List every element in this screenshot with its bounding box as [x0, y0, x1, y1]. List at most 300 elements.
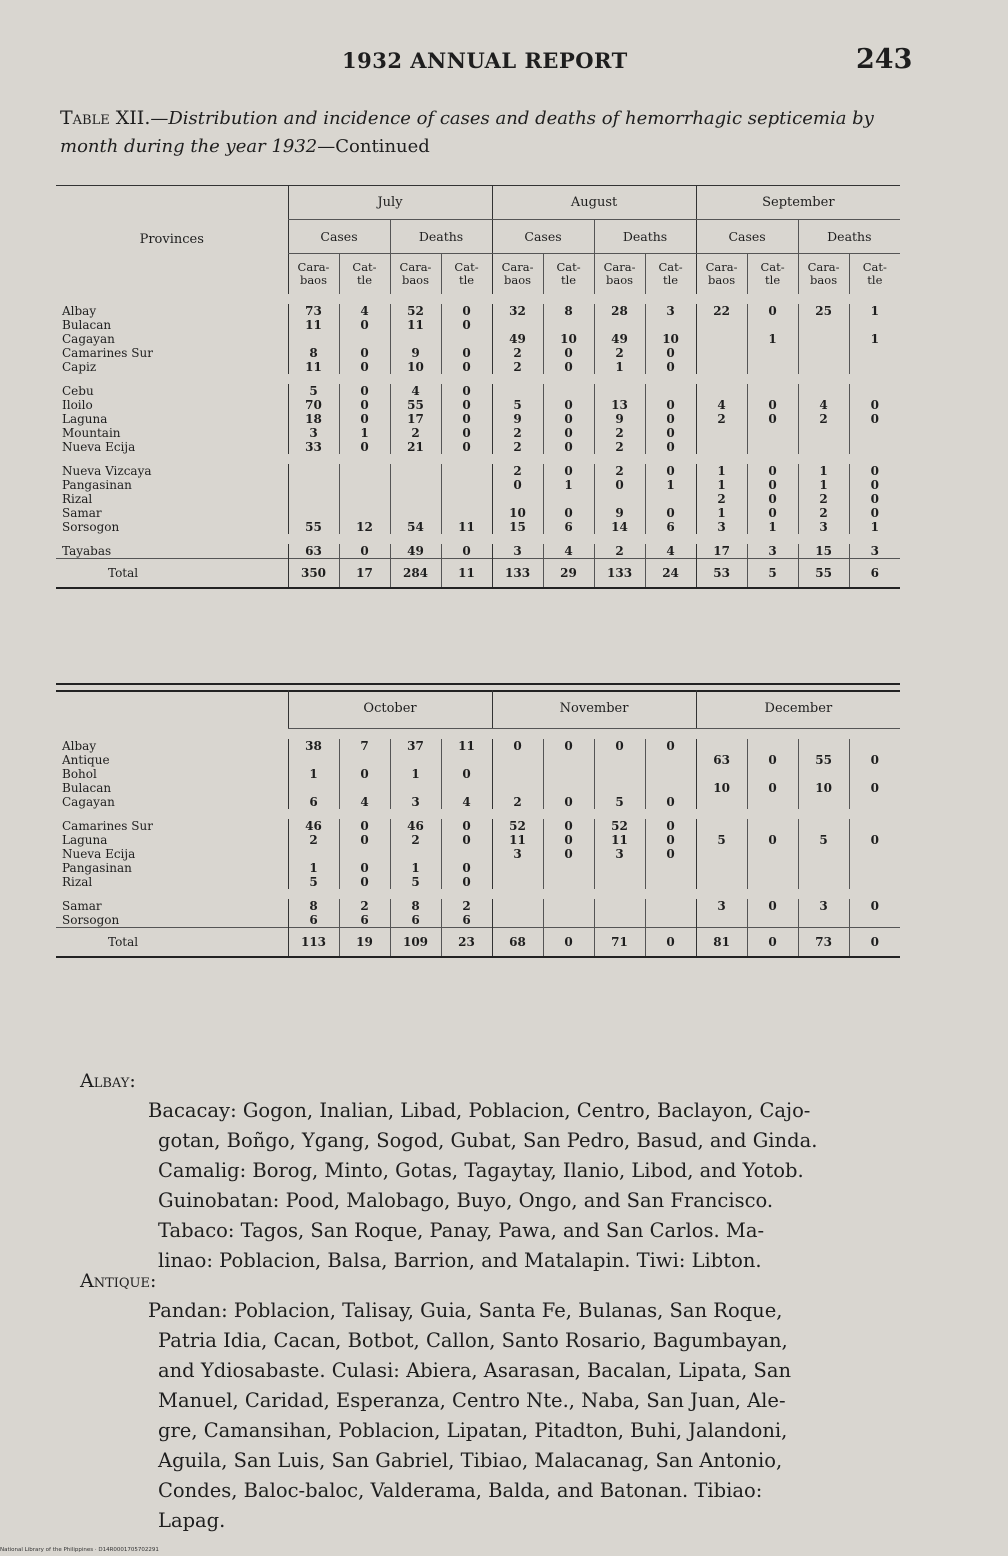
value-cell: 52: [594, 819, 645, 833]
albay-line: Bacacay: Gogon, Inalian, Libad, Poblacion, Centro, Baclayon, Cajo-: [148, 1099, 811, 1122]
value-cell: 0: [747, 478, 798, 492]
value-cell: 10: [798, 781, 849, 795]
value-cell: 11: [441, 520, 492, 534]
province-name: Pangasinan: [62, 860, 132, 875]
value-cell: 12: [339, 520, 390, 534]
value-cell: 0: [543, 739, 594, 753]
value-cell: 3: [696, 520, 747, 534]
value-cell: 1: [288, 861, 339, 875]
value-cell: 14: [594, 520, 645, 534]
value-cell: [696, 332, 747, 346]
animal-kind-header: Cara- baos: [288, 254, 339, 294]
value-cell: [849, 318, 900, 332]
value-cell: 73: [288, 304, 339, 318]
animal-kind-header: Cara- baos: [594, 254, 645, 294]
table-row: [56, 520, 900, 534]
value-cell: 0: [339, 398, 390, 412]
value-cell: 21: [390, 440, 441, 454]
total-row: [56, 558, 900, 588]
group-header: Cases: [492, 220, 594, 254]
total-value: 23: [441, 927, 492, 957]
province-name: Rizal: [62, 491, 93, 506]
value-cell: 0: [543, 412, 594, 426]
value-cell: [645, 899, 696, 913]
table-row: [56, 506, 900, 520]
table-row: [56, 833, 900, 847]
value-cell: [747, 384, 798, 398]
value-cell: 0: [645, 833, 696, 847]
value-cell: 6: [339, 913, 390, 928]
table-title: —Distribution and incidence of cases and deaths of hemorrhagic septicemia by month during the year 1932: [60, 108, 874, 157]
value-cell: 0: [339, 833, 390, 847]
total-value: 0: [747, 927, 798, 957]
value-cell: 4: [339, 795, 390, 809]
value-cell: 10: [492, 506, 543, 520]
value-cell: [594, 913, 645, 928]
value-cell: 0: [849, 492, 900, 506]
total-value: 133: [492, 558, 543, 588]
value-cell: [492, 781, 543, 795]
total-value: 24: [645, 558, 696, 588]
value-cell: [594, 492, 645, 506]
value-cell: 0: [441, 304, 492, 318]
value-cell: 2: [492, 346, 543, 360]
value-cell: [645, 753, 696, 767]
value-cell: [594, 861, 645, 875]
value-cell: 0: [543, 426, 594, 440]
value-cell: 17: [390, 412, 441, 426]
value-cell: 7: [339, 739, 390, 753]
value-cell: [849, 360, 900, 374]
value-cell: [441, 464, 492, 478]
province-name: Pangasinan: [62, 477, 132, 492]
value-cell: 0: [543, 440, 594, 454]
total-row: [56, 927, 900, 957]
animal-kind-header: Cat- tle: [543, 254, 594, 294]
value-cell: 0: [849, 899, 900, 913]
value-cell: [696, 913, 747, 928]
value-cell: 0: [441, 767, 492, 781]
value-cell: [492, 861, 543, 875]
value-cell: [390, 753, 441, 767]
value-cell: 0: [594, 478, 645, 492]
value-cell: 49: [492, 332, 543, 346]
antique-line: Lapag.: [158, 1509, 226, 1532]
animal-kind-header: Cat- tle: [747, 254, 798, 294]
value-cell: 1: [849, 332, 900, 346]
value-cell: [288, 753, 339, 767]
province-name: Samar: [62, 898, 102, 913]
value-cell: [747, 360, 798, 374]
value-cell: 5: [798, 833, 849, 847]
value-cell: [339, 478, 390, 492]
total-value: 5: [747, 558, 798, 588]
value-cell: 2: [594, 464, 645, 478]
value-cell: [594, 318, 645, 332]
month-header: December: [696, 690, 900, 728]
value-cell: 2: [594, 544, 645, 559]
animal-kind-header: Cat- tle: [849, 254, 900, 294]
value-cell: [798, 739, 849, 753]
province-name: Tayabas: [62, 543, 112, 558]
value-cell: 0: [747, 753, 798, 767]
value-cell: [492, 875, 543, 889]
value-cell: 0: [441, 875, 492, 889]
value-cell: 2: [288, 833, 339, 847]
value-cell: 9: [594, 506, 645, 520]
province-name: Albay: [62, 738, 97, 753]
albay-line: linao: Poblacion, Balsa, Barrion, and Matalapin. Tiwi: Libton.: [158, 1249, 762, 1272]
value-cell: 0: [339, 875, 390, 889]
value-cell: [543, 913, 594, 928]
value-cell: 0: [339, 318, 390, 332]
antique-line: gre, Camansihan, Poblacion, Lipatan, Pitadton, Buhi, Jalandoni,: [158, 1419, 788, 1442]
value-cell: 9: [594, 412, 645, 426]
value-cell: 0: [543, 833, 594, 847]
antique-line: Aguila, San Luis, San Gabriel, Tibiao, Malacanag, San Antonio,: [158, 1449, 783, 1472]
value-cell: 3: [798, 899, 849, 913]
month-header: September: [696, 186, 900, 220]
province-name: Rizal: [62, 874, 93, 889]
total-value: 81: [696, 927, 747, 957]
table-row: [56, 795, 900, 809]
value-cell: 15: [798, 544, 849, 559]
total-value: 73: [798, 927, 849, 957]
value-cell: [492, 318, 543, 332]
value-cell: 0: [849, 412, 900, 426]
value-cell: [339, 492, 390, 506]
value-cell: 4: [441, 795, 492, 809]
value-cell: [696, 767, 747, 781]
value-cell: [696, 847, 747, 861]
provinces-header: Provinces: [56, 186, 288, 294]
province-name: Sorsogon: [62, 519, 120, 534]
month-header: October: [288, 690, 492, 728]
value-cell: [339, 464, 390, 478]
value-cell: 0: [645, 847, 696, 861]
value-cell: 0: [849, 833, 900, 847]
value-cell: 10: [696, 781, 747, 795]
value-cell: [441, 781, 492, 795]
value-cell: [747, 318, 798, 332]
value-cell: 1: [339, 426, 390, 440]
value-cell: [288, 506, 339, 520]
value-cell: [747, 819, 798, 833]
table-july-september: [56, 185, 900, 589]
value-cell: 55: [798, 753, 849, 767]
value-cell: 3: [747, 544, 798, 559]
value-cell: 0: [543, 795, 594, 809]
total-value: 350: [288, 558, 339, 588]
value-cell: 2: [798, 492, 849, 506]
value-cell: 0: [645, 440, 696, 454]
value-cell: [798, 384, 849, 398]
value-cell: 0: [849, 506, 900, 520]
value-cell: 0: [747, 412, 798, 426]
table-row: [56, 440, 900, 454]
table-row: [56, 767, 900, 781]
table-row: [56, 398, 900, 412]
value-cell: 0: [339, 412, 390, 426]
value-cell: 6: [288, 795, 339, 809]
value-cell: 1: [696, 506, 747, 520]
value-cell: 1: [696, 464, 747, 478]
value-cell: [594, 767, 645, 781]
value-cell: 0: [339, 819, 390, 833]
value-cell: 0: [747, 781, 798, 795]
value-cell: 4: [339, 304, 390, 318]
value-cell: [849, 739, 900, 753]
value-cell: 2: [798, 412, 849, 426]
value-cell: 11: [492, 833, 543, 847]
table-row: [56, 781, 900, 795]
province-name: Albay: [62, 303, 97, 318]
value-cell: [543, 861, 594, 875]
value-cell: [798, 847, 849, 861]
animal-kind-header: Cara- baos: [696, 254, 747, 294]
value-cell: 11: [288, 318, 339, 332]
antique-line: Patria Idia, Cacan, Botbot, Callon, Santo Rosario, Bagumbayan,: [158, 1329, 788, 1352]
value-cell: 1: [288, 767, 339, 781]
value-cell: 0: [849, 478, 900, 492]
value-cell: [849, 440, 900, 454]
value-cell: 6: [645, 520, 696, 534]
table-row: [56, 412, 900, 426]
value-cell: [849, 346, 900, 360]
value-cell: 0: [645, 426, 696, 440]
value-cell: 3: [849, 544, 900, 559]
value-cell: 1: [696, 478, 747, 492]
value-cell: 0: [441, 412, 492, 426]
value-cell: [696, 440, 747, 454]
value-cell: [798, 332, 849, 346]
value-cell: [696, 875, 747, 889]
table-october-december: [56, 690, 900, 958]
value-cell: [696, 426, 747, 440]
value-cell: 3: [645, 304, 696, 318]
value-cell: 32: [492, 304, 543, 318]
value-cell: 0: [543, 819, 594, 833]
value-cell: 0: [645, 795, 696, 809]
animal-kind-header: Cat- tle: [645, 254, 696, 294]
province-name: Laguna: [62, 411, 108, 426]
value-cell: 3: [798, 520, 849, 534]
total-value: 11: [441, 558, 492, 588]
value-cell: 2: [594, 426, 645, 440]
value-cell: 3: [696, 899, 747, 913]
value-cell: 3: [288, 426, 339, 440]
value-cell: [798, 346, 849, 360]
value-cell: 4: [798, 398, 849, 412]
group-header: Cases: [288, 220, 390, 254]
province-name: Samar: [62, 505, 102, 520]
value-cell: 11: [390, 318, 441, 332]
total-value: 0: [645, 927, 696, 957]
table-row: [56, 875, 900, 889]
value-cell: [798, 426, 849, 440]
group-header: Deaths: [594, 220, 696, 254]
value-cell: [849, 861, 900, 875]
value-cell: [543, 753, 594, 767]
value-cell: 63: [288, 544, 339, 559]
value-cell: [645, 492, 696, 506]
value-cell: 4: [645, 544, 696, 559]
value-cell: 0: [441, 318, 492, 332]
value-cell: [747, 767, 798, 781]
value-cell: 54: [390, 520, 441, 534]
value-cell: [849, 819, 900, 833]
value-cell: 3: [492, 847, 543, 861]
value-cell: [492, 913, 543, 928]
value-cell: [696, 795, 747, 809]
value-cell: 49: [390, 544, 441, 559]
value-cell: 0: [492, 478, 543, 492]
total-label: Total: [56, 558, 288, 588]
province-name: Bulacan: [62, 780, 112, 795]
running-head: [0, 44, 1008, 84]
value-cell: [747, 875, 798, 889]
value-cell: 0: [543, 464, 594, 478]
value-cell: 0: [747, 464, 798, 478]
value-cell: [390, 847, 441, 861]
value-cell: [492, 492, 543, 506]
value-cell: 8: [288, 899, 339, 913]
value-cell: [339, 332, 390, 346]
value-cell: 9: [390, 346, 441, 360]
value-cell: 6: [390, 913, 441, 928]
group-header: Deaths: [798, 220, 900, 254]
value-cell: 10: [543, 332, 594, 346]
value-cell: 0: [441, 426, 492, 440]
value-cell: 0: [747, 899, 798, 913]
value-cell: 1: [390, 861, 441, 875]
value-cell: 1: [747, 332, 798, 346]
total-value: 17: [339, 558, 390, 588]
table-row: [56, 464, 900, 478]
value-cell: 11: [594, 833, 645, 847]
value-cell: 5: [594, 795, 645, 809]
value-cell: [849, 426, 900, 440]
value-cell: 46: [288, 819, 339, 833]
value-cell: 9: [492, 412, 543, 426]
total-value: 53: [696, 558, 747, 588]
value-cell: 1: [849, 520, 900, 534]
value-cell: 0: [441, 819, 492, 833]
value-cell: 33: [288, 440, 339, 454]
value-cell: 1: [798, 464, 849, 478]
value-cell: [798, 795, 849, 809]
value-cell: 0: [747, 833, 798, 847]
total-label: Total: [56, 927, 288, 957]
total-value: 0: [543, 927, 594, 957]
value-cell: 0: [849, 464, 900, 478]
value-cell: 0: [441, 861, 492, 875]
value-cell: 2: [696, 412, 747, 426]
value-cell: [849, 795, 900, 809]
province-name: Bulacan: [62, 317, 112, 332]
total-value: 29: [543, 558, 594, 588]
total-value: 109: [390, 927, 441, 957]
value-cell: 15: [492, 520, 543, 534]
value-cell: 0: [543, 847, 594, 861]
table-continued: —Continued: [317, 136, 430, 157]
table-row: [56, 360, 900, 374]
value-cell: 0: [441, 440, 492, 454]
value-cell: 63: [696, 753, 747, 767]
value-cell: [390, 781, 441, 795]
total-value: 68: [492, 927, 543, 957]
value-cell: [645, 913, 696, 928]
value-cell: 0: [747, 398, 798, 412]
total-value: 71: [594, 927, 645, 957]
value-cell: [441, 753, 492, 767]
province-name: Bohol: [62, 766, 97, 781]
province-name: Cagayan: [62, 794, 115, 809]
value-cell: [543, 781, 594, 795]
total-value: 55: [798, 558, 849, 588]
value-cell: [390, 478, 441, 492]
table-row: [56, 861, 900, 875]
province-name: Nueva Vizcaya: [62, 463, 152, 478]
value-cell: 2: [492, 795, 543, 809]
value-cell: 49: [594, 332, 645, 346]
province-name: Laguna: [62, 832, 108, 847]
value-cell: 0: [849, 781, 900, 795]
value-cell: 0: [543, 506, 594, 520]
value-cell: [441, 478, 492, 492]
value-cell: 2: [492, 464, 543, 478]
province-name: Capiz: [62, 359, 97, 374]
month-header: November: [492, 690, 696, 728]
value-cell: [339, 781, 390, 795]
value-cell: 3: [492, 544, 543, 559]
value-cell: 8: [390, 899, 441, 913]
table-row: [56, 304, 900, 318]
value-cell: 0: [645, 819, 696, 833]
value-cell: [645, 861, 696, 875]
value-cell: 0: [339, 346, 390, 360]
value-cell: 1: [594, 360, 645, 374]
table-row: [56, 753, 900, 767]
province-name: Sorsogon: [62, 912, 120, 927]
value-cell: [441, 506, 492, 520]
value-cell: 0: [645, 464, 696, 478]
value-cell: [849, 384, 900, 398]
value-cell: 5: [390, 875, 441, 889]
antique-section: [80, 1266, 910, 1536]
value-cell: [696, 318, 747, 332]
province-name: Nueva Ecija: [62, 846, 136, 861]
value-cell: [543, 899, 594, 913]
value-cell: 11: [288, 360, 339, 374]
scan-footer: National Library of the Philippines · D14R0001705702291: [0, 1547, 159, 1553]
province-name: Cebu: [62, 383, 94, 398]
total-value: 19: [339, 927, 390, 957]
province-name: Iloilo: [62, 397, 93, 412]
value-cell: [849, 767, 900, 781]
value-cell: 0: [441, 346, 492, 360]
value-cell: 0: [747, 492, 798, 506]
value-cell: [798, 875, 849, 889]
value-cell: [849, 913, 900, 928]
total-value: 133: [594, 558, 645, 588]
value-cell: 0: [339, 861, 390, 875]
value-cell: [594, 753, 645, 767]
animal-kind-header: Cat- tle: [339, 254, 390, 294]
value-cell: [696, 819, 747, 833]
value-cell: 4: [696, 398, 747, 412]
animal-kind-header: Cat- tle: [441, 254, 492, 294]
